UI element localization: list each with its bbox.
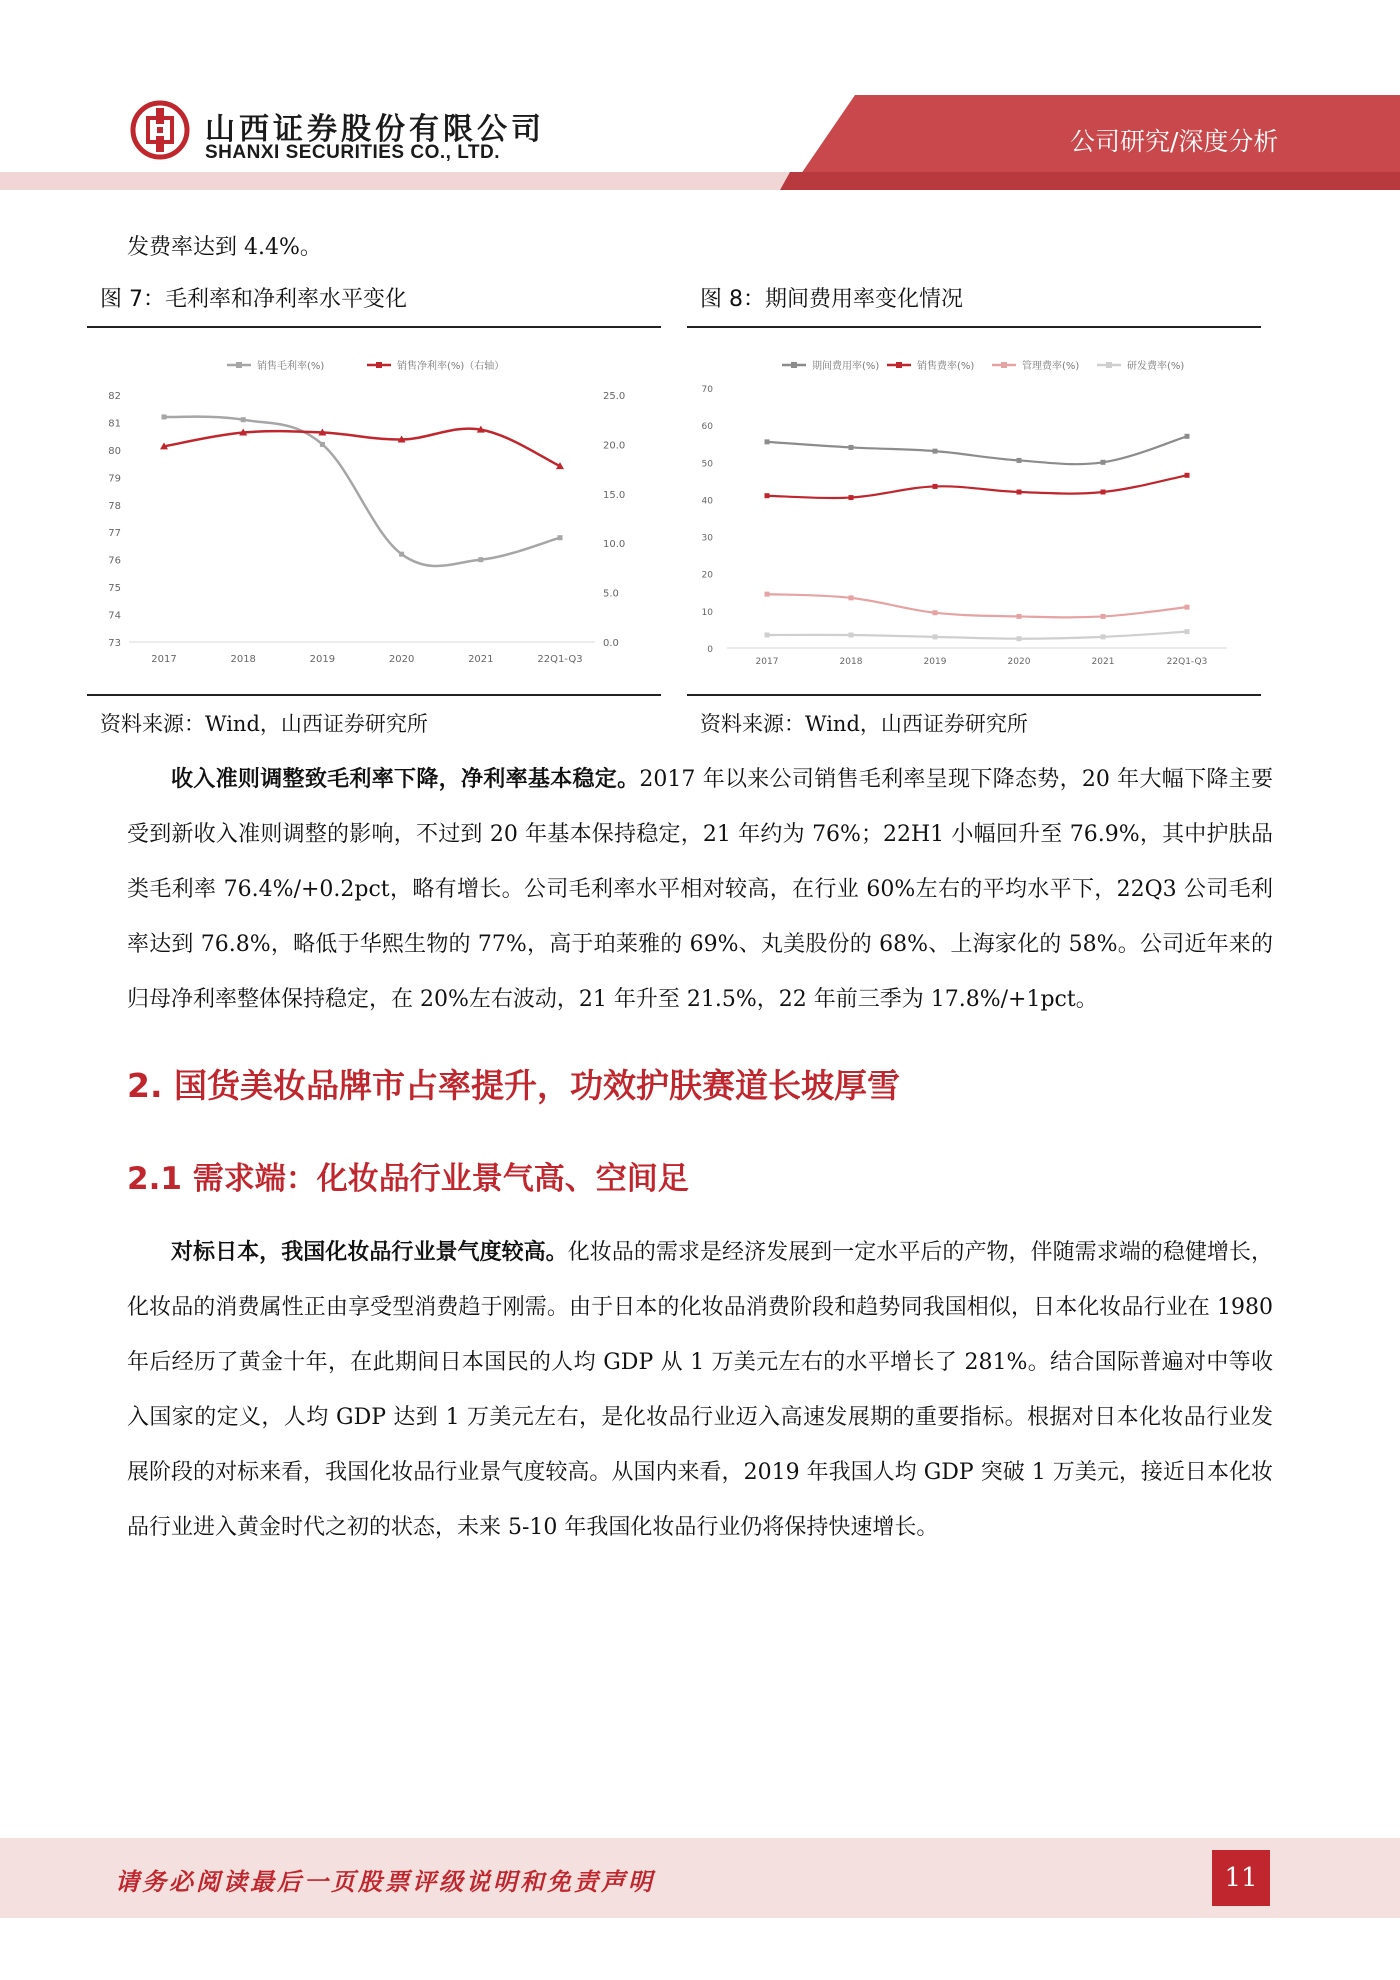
fig8-series-1-point-0 bbox=[765, 493, 770, 498]
header-pink-strip bbox=[0, 172, 790, 190]
fig8-series-1-point-3 bbox=[1017, 490, 1022, 495]
paragraph-margin-lead: 收入准则调整致毛利率下降，净利率基本稳定。 bbox=[171, 767, 640, 792]
paragraph-demand-body: 化妆品的需求是经济发展到一定水平后的产物，伴随需求端的稳健增长，化妆品的消费属性正由享受型消费趋于刚需。由于日本的化妆品消费阶段和趋势同我国相似，日本化妆品行业在 1980 年后经历了黄金十年，在此期间日本国民的人均 GDP 从 1 万美元左右的水平增长了 281%。结合国际普遍对中等收入国家的定义，人均 GDP 达到 1 万美元左右，是化妆品行业迈入高速发展期的重要指标。根据对日本化妆品行业发展阶段的对标来看，我国化妆品行业景气度较高。从国内来看，2019 年我国人均 GDP 突破 1 万美元，接近日本化妆品行业进入黄金时代之初的状态，未来 5-10 年我国化妆品行业仍将保持快速增长。 bbox=[127, 1240, 1273, 1540]
fig8-title: 图 8：期间费用率变化情况 bbox=[700, 287, 963, 312]
fig7-series-0-point-1 bbox=[241, 417, 246, 422]
fig8-series-2-point-1 bbox=[849, 595, 854, 600]
fig7-x-tick-1: 2018 bbox=[230, 654, 256, 665]
fig8-legend-label-3: 研发费率(%) bbox=[1127, 361, 1185, 372]
report-type-tag: 公司研究/深度分析 bbox=[1070, 127, 1279, 156]
fig8-x-tick-5: 22Q1-Q3 bbox=[1166, 657, 1208, 667]
page-header bbox=[0, 0, 1400, 190]
fig7-left-tick-4: 78 bbox=[108, 500, 121, 512]
fig8-y-tick-2: 50 bbox=[701, 459, 713, 470]
fig7-chart bbox=[87, 345, 661, 690]
paragraph-demand bbox=[127, 1225, 1273, 1555]
fig7-left-tick-3: 79 bbox=[108, 473, 121, 485]
fig7-left-tick-1: 81 bbox=[108, 418, 121, 430]
fig8-x-tick-1: 2018 bbox=[839, 657, 863, 667]
fig8-series-0-point-4 bbox=[1101, 460, 1106, 465]
fig8-series-3-point-5 bbox=[1185, 629, 1190, 634]
paragraph-demand-lead: 对标日本，我国化妆品行业景气度较高。 bbox=[171, 1240, 568, 1265]
fig8-series-3-point-2 bbox=[933, 634, 938, 639]
section-2-1-heading: 2.1 需求端：化妆品行业景气高、空间足 bbox=[127, 1161, 689, 1197]
fig8-legend-marker-2 bbox=[1001, 362, 1007, 368]
fig7-legend-marker-1 bbox=[376, 362, 382, 368]
fig8-series-1-point-4 bbox=[1101, 490, 1106, 495]
fig8-x-tick-3: 2020 bbox=[1007, 657, 1031, 667]
fig8-legend-marker-3 bbox=[1106, 362, 1112, 368]
footer-disclaimer[interactable]: 请务必阅读最后一页股票评级说明和免责声明 bbox=[115, 1868, 655, 1896]
fig8-series-2-point-0 bbox=[765, 592, 770, 597]
fig8-series-line-1 bbox=[767, 475, 1187, 498]
fig7-legend-label-0: 销售毛利率(%) bbox=[257, 361, 325, 372]
company-name-cn: 山西证券股份有限公司 bbox=[205, 112, 545, 147]
fig8-series-2-point-3 bbox=[1017, 614, 1022, 619]
fig8-y-tick-7: 0 bbox=[707, 645, 713, 655]
fig7-left-tick-7: 75 bbox=[108, 583, 121, 595]
fig8-y-tick-0: 70 bbox=[701, 385, 713, 395]
fig8-y-tick-3: 40 bbox=[701, 496, 713, 507]
fig8-series-0-point-0 bbox=[765, 439, 770, 444]
fig8-legend-label-0: 期间费用率(%) bbox=[812, 361, 880, 372]
fig7-right-tick-5: 0.0 bbox=[603, 638, 619, 649]
fig8-y-tick-1: 60 bbox=[701, 422, 713, 433]
fig7-x-tick-0: 2017 bbox=[151, 654, 177, 665]
fig7-legend-label-1: 销售净利率(%)（右轴） bbox=[397, 361, 505, 372]
fig8-x-tick-2: 2019 bbox=[923, 657, 947, 667]
fig7-left-tick-6: 76 bbox=[108, 555, 121, 567]
company-name-en: SHANXI SECURITIES CO., LTD. bbox=[205, 142, 501, 163]
fig7-x-tick-5: 22Q1-Q3 bbox=[537, 654, 583, 665]
fig8-y-tick-4: 30 bbox=[701, 533, 713, 544]
fig8-y-tick-5: 20 bbox=[701, 570, 713, 581]
fig8-series-3-point-1 bbox=[849, 633, 854, 638]
fig7-x-tick-4: 2021 bbox=[468, 654, 494, 665]
fig7-series-0-point-4 bbox=[478, 557, 483, 562]
fig7-source: 资料来源：Wind，山西证券研究所 bbox=[100, 712, 428, 736]
fig7-series-0-point-5 bbox=[558, 535, 563, 540]
fig8-series-0-point-3 bbox=[1017, 458, 1022, 463]
fig8-bottom-rule bbox=[687, 694, 1261, 696]
fig8-series-2-point-4 bbox=[1101, 614, 1106, 619]
fig8-series-0-point-5 bbox=[1185, 434, 1190, 439]
fig7-series-0-point-0 bbox=[162, 414, 167, 419]
fig7-x-tick-2: 2019 bbox=[309, 654, 336, 665]
fig7-bottom-rule bbox=[87, 694, 661, 696]
intro-line: 发费率达到 4.4%。 bbox=[127, 235, 322, 260]
fig7-x-tick-3: 2020 bbox=[388, 654, 415, 665]
fig7-right-tick-3: 10.0 bbox=[603, 539, 626, 551]
fig8-series-0-point-2 bbox=[933, 449, 938, 454]
fig8-series-2-point-5 bbox=[1185, 605, 1190, 610]
paragraph-margin bbox=[127, 752, 1273, 1027]
page-number: 11 bbox=[1212, 1850, 1270, 1906]
fig8-series-3-point-3 bbox=[1017, 636, 1022, 641]
fig7-right-tick-0: 25.0 bbox=[603, 391, 626, 402]
fig8-series-0-point-1 bbox=[849, 445, 854, 450]
fig8-x-tick-4: 2021 bbox=[1091, 657, 1115, 667]
fig8-legend-label-1: 销售费率(%) bbox=[917, 361, 975, 372]
fig8-x-tick-0: 2017 bbox=[755, 657, 779, 667]
fig8-legend-marker-0 bbox=[791, 362, 797, 368]
fig7-legend-marker-0 bbox=[236, 362, 242, 368]
fig7-title: 图 7：毛利率和净利率水平变化 bbox=[100, 287, 407, 312]
fig8-series-line-0 bbox=[767, 436, 1187, 464]
fig8-series-1-point-2 bbox=[933, 484, 938, 489]
fig8-series-1-point-1 bbox=[849, 495, 854, 500]
fig7-series-0-point-2 bbox=[320, 442, 325, 447]
fig8-top-rule bbox=[687, 326, 1261, 328]
fig8-series-line-2 bbox=[767, 594, 1187, 617]
fig7-series-0-point-3 bbox=[399, 552, 404, 557]
fig7-right-tick-1: 20.0 bbox=[603, 440, 626, 452]
paragraph-margin-body: 2017 年以来公司销售毛利率呈现下降态势，20 年大幅下降主要受到新收入准则调整的影响，不过到 20 年基本保持稳定，21 年约为 76%；22H1 小幅回升至 76.9%，其中护肤品类毛利率 76.4%/+0.2pct，略有增长。公司毛利率水平相对较高，在行业 60%左右的平均水平下，22Q3 公司毛利率达到 76.8%，略低于华熙生物的 77%，高于珀莱雅的 69%、丸美股份的 68%、上海家化的 58%。公司近年来的归母净利率整体保持稳定，在 20%左右波动，21 年升至 21.5%，22 年前三季为 17.8%/+1pct。 bbox=[127, 767, 1273, 1012]
fig8-series-2-point-2 bbox=[933, 610, 938, 615]
fig7-series-line-1 bbox=[164, 429, 560, 467]
fig8-chart bbox=[687, 345, 1261, 690]
fig8-series-1-point-5 bbox=[1185, 473, 1190, 478]
section-2-heading: 2. 国货美妆品牌市占率提升，功效护肤赛道长坡厚雪 bbox=[127, 1066, 900, 1105]
fig8-source: 资料来源：Wind，山西证券研究所 bbox=[700, 712, 1028, 736]
fig7-left-tick-5: 77 bbox=[108, 528, 121, 540]
fig8-series-line-3 bbox=[767, 632, 1187, 639]
company-logo-icon bbox=[130, 100, 190, 160]
fig7-right-tick-4: 5.0 bbox=[603, 588, 619, 600]
fig7-series-line-0 bbox=[164, 417, 560, 566]
fig7-left-tick-8: 74 bbox=[108, 610, 121, 622]
fig8-legend-label-2: 管理费率(%) bbox=[1022, 361, 1080, 372]
fig7-left-tick-0: 82 bbox=[108, 391, 121, 402]
fig7-left-tick-9: 73 bbox=[108, 638, 121, 649]
fig7-right-tick-2: 15.0 bbox=[603, 489, 626, 501]
fig7-left-tick-2: 80 bbox=[108, 445, 121, 457]
header-dark-strip bbox=[780, 172, 1400, 190]
fig7-top-rule bbox=[87, 326, 661, 328]
fig8-series-3-point-0 bbox=[765, 633, 770, 638]
fig8-legend-marker-1 bbox=[896, 362, 902, 368]
fig8-y-tick-6: 10 bbox=[701, 607, 713, 618]
fig8-series-3-point-4 bbox=[1101, 634, 1106, 639]
